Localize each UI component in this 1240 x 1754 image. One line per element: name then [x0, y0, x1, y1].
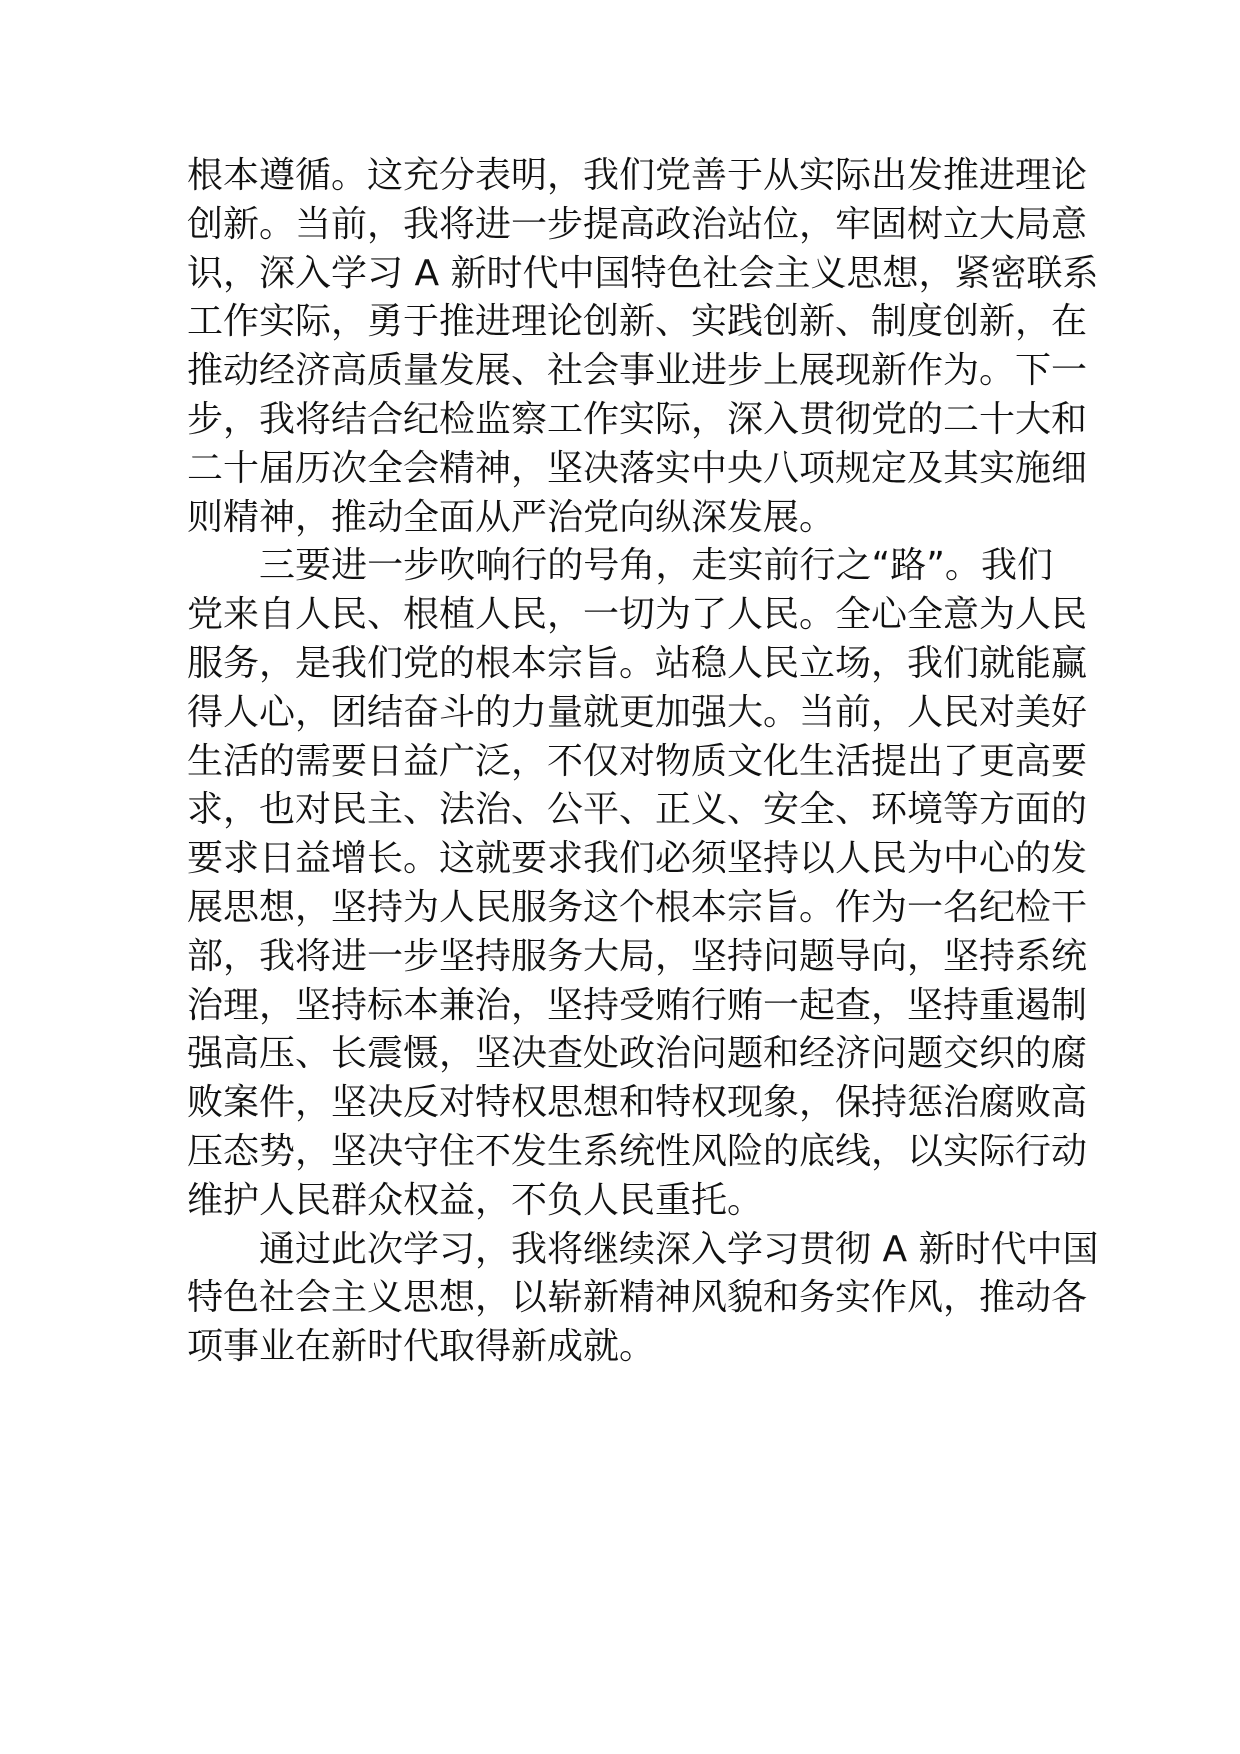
paragraph-2-line-1: 三要进一步吹响行的号角，走实前行之“路”。我们 — [259, 545, 1053, 587]
paragraph-2-line-13: 压态势，坚决守住不发生系统性风险的底线，以实际行动 — [187, 1130, 1088, 1172]
paragraph-3-line-2: 特色社会主义思想，以崭新精神风貌和务实作风，推动各 — [187, 1277, 1088, 1319]
paragraph-2-line-4: 得人心，团结奋斗的力量就更加强大。当前，人民对美好 — [187, 691, 1088, 733]
document-body — [187, 152, 1099, 1372]
paragraph-1-line-2: 创新。当前，我将进一步提高政治站位，牢固树立大局意 — [187, 203, 1088, 245]
paragraph-1-line-1: 根本遵循。这充分表明，我们党善于从实际出发推进理论 — [187, 155, 1088, 196]
paragraph-2-line-8: 展思想，坚持为人民服务这个根本宗旨。作为一名纪检干 — [187, 886, 1088, 928]
paragraph-2-line-11: 强高压、长震慑，坚决查处政治问题和经济问题交织的腐 — [187, 1033, 1088, 1075]
paragraph-3-line-3: 项事业在新时代取得新成就。 — [187, 1326, 656, 1368]
paragraph-1-line-3: 识，深入学习 A 新时代中国特色社会主义思想，紧密联系 — [187, 252, 1099, 294]
paragraph-2-line-7: 要求日益增长。这就要求我们必须坚持以人民为中心的发 — [187, 838, 1088, 880]
paragraph-1-line-7: 二十届历次全会精神，坚决落实中央八项规定及其实施细 — [187, 447, 1088, 489]
paragraph-2-line-5: 生活的需要日益广泛，不仅对物质文化生活提出了更高要 — [187, 740, 1088, 782]
paragraph-1-line-4: 工作实际，勇于推进理论创新、实践创新、制度创新，在 — [187, 301, 1088, 343]
paragraph-2-line-6: 求，也对民主、法治、公平、正义、安全、环境等方面的 — [187, 789, 1088, 831]
paragraph-2-line-2: 党来自人民、根植人民，一切为了人民。全心全意为人民 — [187, 594, 1088, 636]
paragraph-3-line-1: 通过此次学习，我将继续深入学习贯彻 A 新时代中国 — [259, 1228, 1099, 1270]
paragraph-1-line-6: 步，我将结合纪检监察工作实际，深入贯彻党的二十大和 — [187, 398, 1088, 440]
paragraph-1-line-5: 推动经济高质量发展、社会事业进步上展现新作为。下一 — [187, 350, 1088, 392]
paragraph-2-line-9: 部，我将进一步坚持服务大局，坚持问题导向，坚持系统 — [187, 935, 1088, 977]
paragraph-2-line-3: 服务，是我们党的根本宗旨。站稳人民立场，我们就能赢 — [187, 642, 1088, 684]
paragraph-2-line-10: 治理，坚持标本兼治，坚持受贿行贿一起查，坚持重遏制 — [187, 984, 1088, 1026]
paragraph-2-line-14: 维护人民群众权益，不负人民重托。 — [187, 1179, 764, 1221]
paragraph-2-line-12: 败案件，坚决反对特权思想和特权现象，保持惩治腐败高 — [187, 1082, 1088, 1124]
paragraph-1-line-8: 则精神，推动全面从严治党向纵深发展。 — [187, 496, 836, 538]
